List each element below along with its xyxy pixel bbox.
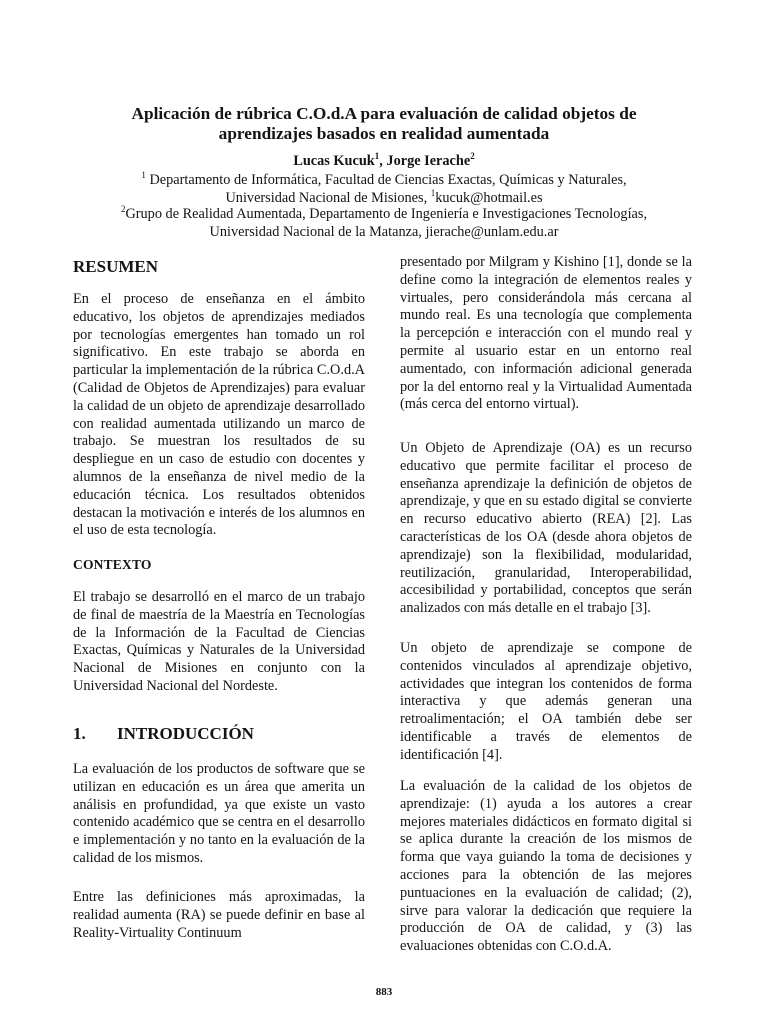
contexto-paragraph: El trabajo se desarrolló en el marco de un trabajo de final de maestría de la Maestría en Tecnologías de la Información de la Facultad de Ciencias Exactas, Químicas y Naturales de la Universidad Nacional de Misiones en conjunto con la Universidad Nacional del Nordeste. <box>73 589 365 694</box>
right-paragraph-4: La evaluación de la calidad de los objetos de aprendizaje: (1) ayuda a los autores a crear mejores materiales didácticos en formato digital si se aplica durante la creación de los mismos de forma que vaya guiando la toma de decisiones y acciones para la obtención de las mejores puntuaciones en la evaluación de calidad; (2), sirve para valorar la dedicación que requiere la producción de OA de calidad, y (3) las evaluaciones obtenidas con C.O.d.A. <box>400 778 692 955</box>
affiliation-2-line-2: Universidad Nacional de la Matanza, jierache@unlam.edu.ar <box>209 224 559 240</box>
affiliation-1-mark: 1 <box>141 170 146 181</box>
resumen-paragraph: En el proceso de enseñanza en el ámbito educativo, los objetos de aprendizajes mediados por tecnologías emergentes han tomado un rol significativo. En este trabajo se aborda en particular la implementación de la rúbrica C.O.d.A (Calidad de Objetos de Aprendizajes) para evaluar la calidad de un objeto de aprendizaje desarrollado con realidad aumentada utilizando un marco de trabajo. Se muestran los resultados de su despliegue en un caso de estudio con docentes y alumnos de la enseñanza de nivel medio de la educación técnica. Los resultados obtenidos destacan la motivación e interés de los alumnos en el uso de esta tecnología. <box>73 291 365 539</box>
introduccion-paragraph-2: Entre las definiciones más aproximadas, la realidad aumenta (RA) se puede definir en base al Reality-Virtuality Continuum <box>73 889 365 941</box>
introduccion-heading <box>73 724 254 744</box>
right-paragraph-1: presentado por Milgram y Kishino [1], donde se la define como la integración de elementos reales y virtuales, pero considerándola más cercana al mundo real. Es una tecnología que complementa la percepción e interacción con el mundo real y permite al usuario estar en un entorno real aumentado, con información adicional generada por la del entorno real y la Virtualidad Aumentada (más cerca del entorno virtual). <box>400 254 692 413</box>
author-list <box>80 152 688 170</box>
author-1: Lucas Kucuk <box>293 153 375 169</box>
right-paragraph-2: Un Objeto de Aprendizaje (OA) es un recurso educativo que permite facilitar el proceso de enseñanza aprendizaje la definición de objetos de aprendizaje, y que en su estado digital se convierte en recurso educativo abierto (REA) [2]. Las características de los OA (desde ahora objetos de aprendizaje) son la flexibilidad, modularidad, reutilización, granularidad, Interoperabilidad, accesibilidad y portabilidad, conceptos que serán analizados con más detalle en el trabajo [3]. <box>400 440 692 617</box>
author-1-email: kucuk@hotmail.es <box>435 190 543 206</box>
title-line-2: aprendizajes basados en realidad aumentada <box>218 124 550 143</box>
affiliation-2 <box>60 205 708 241</box>
resumen-heading: RESUMEN <box>73 257 159 276</box>
author-separator: , <box>379 153 387 169</box>
section-number: 1. <box>73 724 86 743</box>
author-1-affil-mark: 1 <box>374 151 380 162</box>
affiliation-2-line-1: Grupo de Realidad Aumentada, Departamento de Ingeniería e Investigaciones Tecnologías, <box>125 206 648 222</box>
author-2: Jorge Ierache <box>386 153 471 169</box>
contexto-heading: CONTEXTO <box>73 557 152 572</box>
paper-title <box>80 104 688 144</box>
affiliation-1 <box>60 171 708 207</box>
page-number: 883 <box>375 986 393 998</box>
title-line-1: Aplicación de rúbrica C.O.d.A para evaluación de calidad objetos de <box>131 104 637 123</box>
affiliation-1-line-2: Universidad Nacional de Misiones, <box>225 190 431 206</box>
affiliation-2-mark: 2 <box>120 204 126 215</box>
right-paragraph-3: Un objeto de aprendizaje se compone de contenidos vinculados al aprendizaje objetivo, actividades que integran los contenidos de forma interactiva y que además generan una retroalimentación; el OA también debe ser identificable a través de elementos de identificación [4]. <box>400 640 692 763</box>
email-1-mark: 1 <box>430 188 436 199</box>
introduccion-paragraph-1: La evaluación de los productos de software que se utilizan en educación es un área que amerita un análisis en profundidad, ya que existe un vasto contenido académico que se centra en el desarrollo e implementación y no tanto en la evaluación de la calidad de los mismos. <box>73 761 365 866</box>
affiliation-1-line-1: Departamento de Informática, Facultad de Ciencias Exactas, Químicas y Naturales, <box>145 172 627 188</box>
author-2-affil-mark: 2 <box>470 151 475 162</box>
section-title: INTRODUCCIÓN <box>117 724 254 743</box>
